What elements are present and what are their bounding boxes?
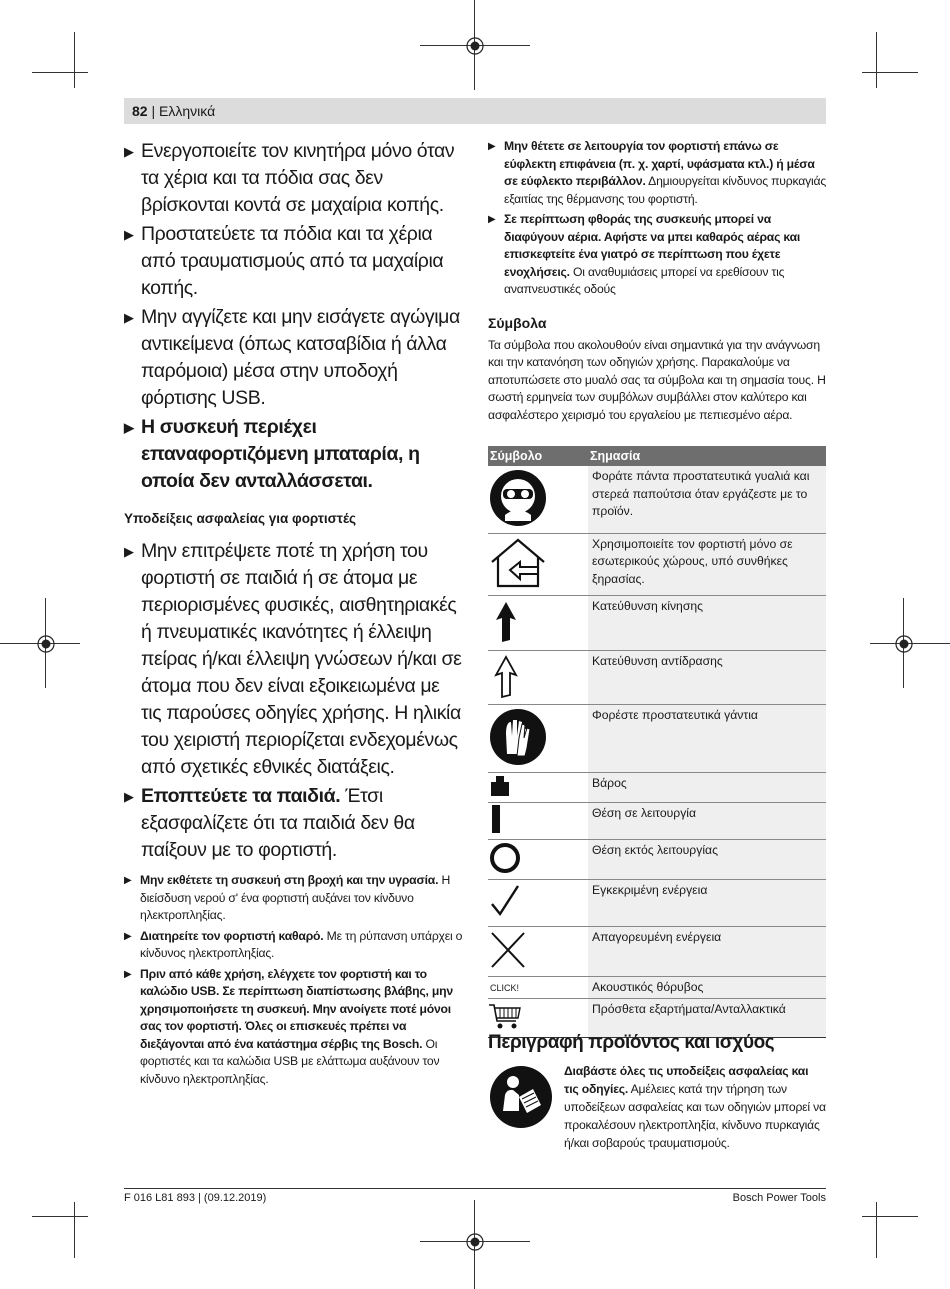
weight-icon [489, 775, 511, 797]
footer-doc-number: F 016 L81 893 | (09.12.2019) [124, 1192, 267, 1204]
meaning-cell: Χρησιμοποιείτε τον φορτιστή μόνο σε εσωτερικούς χώρους, υπό συνθήκες ξηρασίας. [588, 533, 826, 596]
bullet-arrow-icon: ▶ [124, 544, 134, 559]
column-header-symbol: Σύμβολο [488, 446, 588, 466]
bullet-arrow-icon: ▶ [124, 310, 134, 325]
symbol-cell [488, 880, 588, 927]
safety-item-text: Μην αγγίζετε και μην εισάγετε αγώγιμα αντικείμενα (όπως κατσαβίδια ή άλλα παρόμοια) μέσα στην υποδοχή φόρτισης USB. [141, 306, 460, 409]
shopping-cart-icon [488, 1001, 522, 1031]
table-row [488, 839, 826, 880]
symbol-cell [488, 466, 588, 533]
safety-item-bold: Μην θέτετε σε λειτουργία τον φορτιστή επάνω σε εύφλεκτη επιφάνεια (π. χ. χαρτί, υφάσματα κτλ.) ή μέσα σε εύφλεκτο περιβάλλον. [504, 139, 815, 188]
safety-item [124, 304, 464, 412]
safety-item-bold: Πριν από κάθε χρήση, ελέγχετε τον φορτιστή και το καλώδιο USB. Σε περίπτωση διαπίστωσης βλάβης, μην χρησιμοποιήσετε τη συσκευή. Μην ανοίγετε ποτέ μόνοι σας τον φορτιστή. Όλες οι επισκευές πρέπει να διεξάγονται από ένα κατάστημα σέρβις της Bosch. [140, 966, 453, 1051]
goggles-boots-icon [489, 469, 547, 527]
click-icon: CLICK! [490, 983, 520, 993]
switch-on-icon [490, 805, 504, 833]
meaning-cell: Ακουστικός θόρυβος [588, 977, 826, 999]
table-row [488, 977, 826, 999]
safety-item-text: Η διείσδυση νερού σ' ένα φορτιστή αυξάνει τον κίνδυνο ηλεκτροπληξίας. [140, 873, 451, 922]
indoor-use-icon [488, 536, 548, 590]
safety-item-bold: Εποπτεύετε τα παιδιά. [141, 785, 341, 807]
symbols-heading: Σύμβολα [488, 314, 547, 331]
meaning-cell: Απαγορευμένη ενέργεια [588, 926, 826, 977]
symbols-intro: Τα σύμβολα που ακολουθούν είναι σημαντικά για την ανάγνωση και την κατανόηση των οδηγιών χρήσης. Παρακαλούμε να αποτυπώσετε στο μυαλό σας τα σύμβολα και τη σημασία τους. Η σωστή ερμηνεία των συμβόλων συμβάλλει στον καλύτερο και ασφαλέστερο χειρισμό του εργαλείου με πεπιεσμένο αέρα. [488, 337, 826, 422]
page-number: 82 [132, 103, 148, 119]
bullet-arrow-icon: ▶ [124, 789, 134, 804]
bullet-arrow-icon: ▶ [488, 214, 496, 225]
check-icon [488, 882, 522, 920]
right-column [488, 138, 826, 424]
bullet-arrow-icon: ▶ [124, 420, 134, 435]
table-header-row [488, 446, 826, 466]
meaning-cell: Κατεύθυνση κίνησης [588, 596, 826, 651]
bullet-arrow-icon: ▶ [124, 227, 134, 242]
reaction-direction-icon [488, 653, 524, 699]
table-row [488, 880, 826, 927]
safety-item [124, 872, 464, 925]
crop-mark [862, 1216, 918, 1217]
meaning-cell: Φορέστε προστατευτικά γάντια [588, 705, 826, 773]
safety-item-bold: Διατηρείτε τον φορτιστή καθαρό. [140, 928, 324, 943]
safety-item-text: Μην επιτρέψετε ποτέ τη χρήση του φορτιστή σε παιδιά ή σε άτομα με περιορισμένες φυσικές, αισθητηριακές ή πνευματικές ικανότητες ή έλλειψη πείρας ή/και έλλειψη γνώσεων ή/και σε άτομα που δεν είναι εξοικειωμένα με τις παρούσες οδηγίες χρήσης. Η ηλικία του χειριστή περιορίζεται ενδεχομένως από σχετικές εθνικές διατάξεις. [141, 540, 462, 778]
meaning-cell: Θέση σε λειτουργία [588, 803, 826, 840]
bullet-arrow-icon: ▶ [124, 144, 134, 159]
safety-item-text: Έτσι εξασφαλίζετε ότι τα παιδιά δεν θα παίξουν με το φορτιστή. [141, 785, 415, 861]
header-text [132, 103, 215, 119]
table-row [488, 926, 826, 977]
bullet-arrow-icon: ▶ [488, 141, 496, 152]
crop-mark [74, 1202, 75, 1258]
symbol-cell [488, 803, 588, 840]
safety-item [124, 928, 464, 963]
safety-item-text: Δημιουργείται κίνδυνος πυρκαγιάς εξαιτίας της θέρμανσης του φορτιστή. [504, 174, 826, 206]
table-row [488, 650, 826, 705]
symbol-cell [488, 596, 588, 651]
table-row [488, 772, 826, 803]
safety-item [488, 211, 826, 299]
bullet-arrow-icon: ▶ [124, 875, 132, 886]
switch-off-icon [489, 842, 521, 874]
crop-mark [32, 1216, 88, 1217]
table-row [488, 533, 826, 596]
table-row [488, 705, 826, 773]
registration-mark-icon [894, 634, 914, 654]
meaning-cell: Κατεύθυνση αντίδρασης [588, 650, 826, 705]
cross-icon [488, 929, 528, 971]
meaning-cell: Πρόσθετα εξαρτήματα/Ανταλλακτικά [588, 999, 826, 1038]
page-header [124, 98, 826, 124]
safety-item-text: Προστατεύετε τα πόδια και τα χέρια από τραυματισμούς από τα μαχαίρια κοπής. [141, 223, 444, 299]
section-heading: Υποδείξεις ασφαλείας για φορτιστές [124, 511, 357, 526]
column-header-meaning: Σημασία [588, 446, 826, 466]
movement-direction-icon [488, 598, 524, 644]
meaning-cell: Φοράτε πάντα προστατευτικά γυαλιά και στερεά παπούτσια όταν εργάζεστε με το προϊόν. [588, 466, 826, 533]
table-row [488, 466, 826, 533]
gloves-icon [489, 708, 547, 766]
safety-item [124, 783, 464, 864]
meaning-cell: Βάρος [588, 772, 826, 803]
footer-divider [124, 1188, 826, 1189]
warning-bold: Διαβάστε όλες τις υποδείξεις ασφαλείας και τις οδηγίες. [564, 1064, 809, 1096]
symbol-cell [488, 705, 588, 773]
registration-mark-icon [36, 634, 56, 654]
safety-item-text: Οι φορτιστές και τα καλώδια USB με ελάττωμα αυξάνουν τον κίνδυνο ηλεκτροπληξίας. [140, 1036, 440, 1086]
safety-item-bold: Μην εκθέτετε τη συσκευή στη βροχή και την υγρασία. [140, 873, 439, 887]
table-row [488, 803, 826, 840]
safety-item [124, 966, 464, 1089]
safety-item-text: Η συσκευή περιέχει επαναφορτιζόμενη μπαταρία, η οποία δεν ανταλλάσσεται. [141, 416, 420, 492]
registration-mark-icon [465, 36, 485, 56]
section-title: Περιγραφή προϊόντος και ισχύος [488, 1032, 775, 1053]
meaning-cell: Εγκεκριμένη ενέργεια [588, 880, 826, 927]
symbols-table [488, 446, 826, 1038]
symbol-cell [488, 977, 588, 999]
crop-mark [32, 72, 88, 73]
left-column [124, 138, 464, 1091]
safety-item-text: Ενεργοποιείτε τον κινητήρα μόνο όταν τα χέρια και τα πόδια σας δεν βρίσκονται κοντά σε μαχαίρια κοπής. [141, 140, 455, 216]
meaning-cell: Θέση εκτός λειτουργίας [588, 839, 826, 880]
symbol-cell [488, 772, 588, 803]
symbol-cell [488, 926, 588, 977]
safety-item [124, 414, 464, 495]
crop-mark [876, 1202, 877, 1258]
registration-mark-icon [465, 1232, 485, 1252]
safety-item-text: Οι αναθυμιάσεις μπορεί να ερεθίσουν τις αναπνευστικές οδούς [504, 264, 785, 296]
crop-mark [876, 32, 877, 88]
table-row [488, 596, 826, 651]
safety-item [124, 221, 464, 302]
header-language: Ελληνικά [159, 103, 216, 119]
safety-item-text: Με τη ρύπανση υπάρχει ο κίνδυνος ηλεκτροπληξίας. [140, 928, 463, 960]
symbol-cell [488, 839, 588, 880]
read-manual-icon [489, 1065, 553, 1129]
bullet-arrow-icon: ▶ [124, 968, 132, 980]
footer-brand: Bosch Power Tools [732, 1192, 826, 1204]
crop-mark [862, 72, 918, 73]
symbol-cell [488, 650, 588, 705]
warning-rest: Αμέλειες κατά την τήρηση των υποδείξεων ασφαλείας και των οδηγιών μπορεί να προκαλέσουν ηλεκτροπληξία, κίνδυνο πυρκαγιάς ή/και σοβαρούς τραυματισμούς. [564, 1082, 826, 1150]
safety-item [124, 138, 464, 219]
safety-item [488, 138, 826, 208]
crop-mark [74, 32, 75, 88]
symbol-cell [488, 533, 588, 596]
bullet-arrow-icon: ▶ [124, 930, 132, 942]
header-separator: | [147, 103, 159, 119]
product-warning-text [564, 1062, 826, 1152]
safety-item-bold: Σε περίπτωση φθοράς της συσκευής μπορεί να διαφύγουν αέρια. Αφήστε να μπει καθαρός αέρας και επισκεφτείτε ένα γιατρό σε περίπτωση που έχετε ενοχλήσεις. [504, 212, 801, 279]
safety-item [124, 538, 464, 781]
